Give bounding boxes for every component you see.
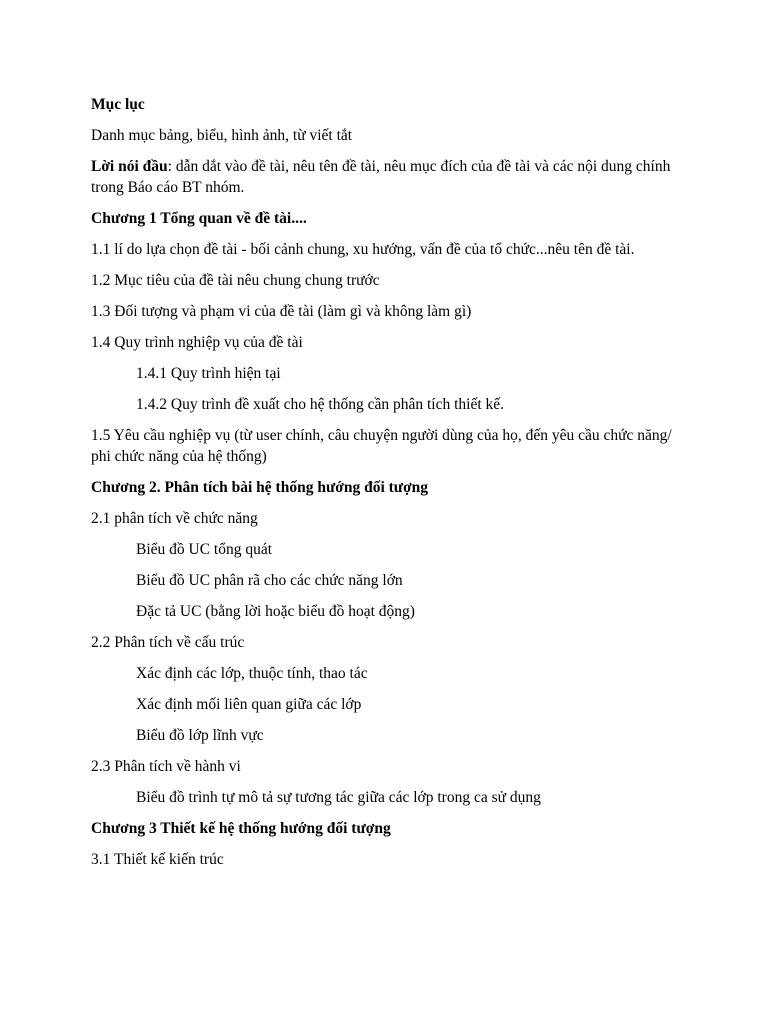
- toc-section-1-3: 1.3 Đối tượng và phạm vi của đề tài (làm gì và không làm gì): [91, 303, 472, 320]
- toc-section-2-3: 2.3 Phân tích về hành vi: [91, 758, 241, 775]
- toc-section-3-1: 3.1 Thiết kế kiến trúc: [91, 851, 224, 868]
- toc-item-sequence-diagram: Biểu đồ trình tự mô tả sự tương tác giữa các lớp trong ca sử dụng: [136, 789, 541, 806]
- toc-section-2-2: 2.2 Phân tích về cấu trúc: [91, 634, 245, 651]
- toc-chapter-3: Chương 3 Thiết kế hệ thống hướng đối tượng: [91, 820, 391, 837]
- toc-item-classes: Xác định các lớp, thuộc tính, thao tác: [136, 665, 368, 682]
- toc-item-uc-spec: Đặc tả UC (bằng lời hoặc biểu đồ hoạt động): [136, 603, 415, 620]
- toc-section-2-1: 2.1 phân tích về chức năng: [91, 510, 258, 527]
- toc-section-1-2: 1.2 Mục tiêu của đề tài nêu chung chung trước: [91, 272, 380, 289]
- toc-line-list-of-tables: Danh mục bảng, biểu, hình ảnh, từ viết tắt: [91, 127, 353, 144]
- toc-section-1-5: 1.5 Yêu cầu nghiệp vụ (từ user chính, câu chuyện người dùng của họ, đến yêu cầu chức năng/ phi chức năng của hệ thống): [91, 427, 672, 465]
- toc-section-1-4-1: 1.4.1 Quy trình hiện tại: [136, 365, 281, 382]
- toc-section-1-1: 1.1 lí do lựa chọn đề tài - bối cảnh chung, xu hướng, vấn đề của tổ chức...nêu tên đề tài.: [91, 241, 635, 258]
- toc-section-1-4-2: 1.4.2 Quy trình đề xuất cho hệ thống cần phân tích thiết kế.: [136, 396, 505, 413]
- foreword-lead: Lời nói đầu: [91, 158, 168, 175]
- toc-item-domain-class-diagram: Biểu đồ lớp lĩnh vực: [136, 727, 264, 744]
- foreword-text: : dẫn dắt vào đề tài, nêu tên đề tài, nêu mục đích của đề tài và các nội dung chính trong Báo cáo BT nhóm.: [91, 158, 671, 196]
- toc-chapter-2: Chương 2. Phân tích bài hệ thống hướng đối tượng: [91, 479, 429, 496]
- toc-title: Mục lục: [91, 96, 145, 113]
- toc-item-uc-overview: Biểu đồ UC tổng quát: [136, 541, 273, 558]
- toc-line-foreword: [91, 156, 678, 198]
- toc-item-relations: Xác định mối liên quan giữa các lớp: [136, 696, 362, 713]
- toc-item-uc-decomposition: Biểu đồ UC phân rã cho các chức năng lớn: [136, 572, 403, 589]
- toc-section-1-4: 1.4 Quy trình nghiệp vụ của đề tài: [91, 334, 303, 351]
- toc-chapter-1: Chương 1 Tổng quan về đề tài....: [91, 210, 307, 227]
